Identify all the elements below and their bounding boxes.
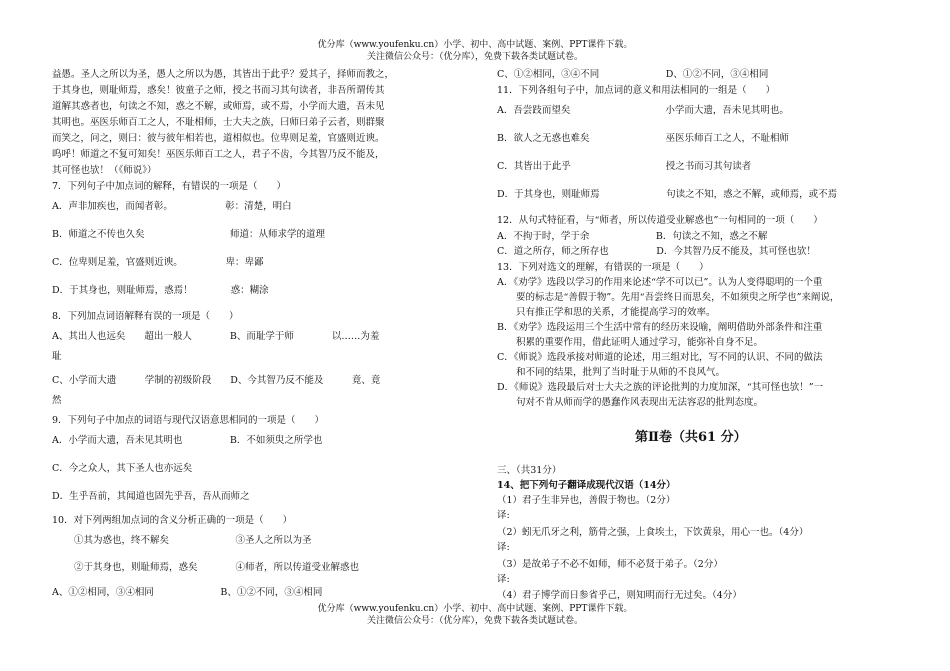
q10-option-ab: A、①②相同，③④相同 B、①②不同，③④相同: [52, 587, 323, 598]
q13-option-d: D．《师说》选段最后对士大夫之族的评论批判的力度加深，“其可怪也欤！”一: [497, 382, 824, 393]
passage-source: 其可怪也欤！（《师说》）: [52, 165, 157, 176]
footer-line1: 优分库（www.youfenku.cn）小学、初中、高中试题、案例、PPT课件下载。: [317, 604, 633, 614]
q14-item-3: （3）是故弟子不必不如师，师不必贤于弟子。（2分）: [497, 559, 723, 570]
header-line2: 关注微信公众号：（优分库），免费下载各类试题试卷。: [366, 52, 583, 62]
footer-line2: 关注微信公众号：（优分库），免费下载各类试题试卷。: [366, 616, 583, 626]
page-header: [0, 39, 950, 63]
q12-option-ab: A．不拘于时，学于余 B．句读之不知，惑之不解: [497, 231, 768, 242]
question-7: 7．下列句子中加点词的解释，有错误的一项是（ ）: [52, 181, 287, 192]
q13-option-a: A．《劝学》选段以学习的作用来论述“学不可以已”。认为人变得聪明的一个重: [497, 277, 823, 288]
q9-option-ab: A．小学而大遗，吾未见其明也 B．不如须臾之所学也: [52, 435, 323, 446]
question-11: 11．下列各组句子中，加点词的意义和用法相同的一组是（ ）: [497, 85, 776, 96]
q14-item-2: （2）蚓无爪牙之利，筋骨之强，上食埃土，下饮黄泉，用心一也。（4分）: [497, 527, 809, 538]
passage-line: 于其身也，则耻师焉，惑矣！彼童子之师，授之书而习其句读者，非吾所谓传其: [52, 85, 385, 96]
q14-translate-label: 译:: [497, 510, 510, 521]
q14-item-4: （4）君子博学而日参省乎己，则知明而行无过矣。（4分）: [497, 590, 742, 601]
q7-option-d: D．于其身也，则耻师焉，惑焉！ 惑：糊涂: [52, 285, 269, 296]
q10-group-1: ①其为惑也，终不解矣 ③圣人之所以为圣: [74, 535, 312, 546]
q11-option-c: C．其皆出于此乎 授之书而习其句读者: [497, 161, 752, 172]
q8-option-cd: C、小学而大遗 学制的初级阶段 D、今其智乃反不能及 竟、竟: [52, 375, 381, 386]
q10-option-cd: C、①②相同，③④不同 D、①②不同，③④相同: [497, 69, 769, 80]
q14-item-1: （1）君子生非异也，善假于物也。（2分）: [497, 495, 676, 506]
q8-option-ab-wrap: 耻: [52, 351, 62, 362]
q13-option-c: C．《师说》选段承接对师道的论述，用三组对比，写不同的认识、不同的做法: [497, 352, 823, 363]
q9-option-d: D．生乎吾前，其闻道也固先乎吾，吾从而师之: [52, 491, 250, 502]
passage-line: 益愚。圣人之所以为圣，愚人之所以为愚，其皆出于此乎？爱其子，择师而教之，: [52, 69, 395, 80]
q7-option-a: A．声非加疾也，而闻者彰。 彰：清楚，明白: [52, 201, 292, 212]
question-13: 13．下列对选文的理解，有错误的一项是（ ）: [497, 262, 709, 273]
q13-option-b: B．《劝学》选段运用三个生活中常有的经历来设喻，阐明借助外部条件和注重: [497, 322, 823, 333]
q13-option-c-cont: 和不同的结果，批判了当时耻于从师的不良风气。: [497, 367, 726, 378]
section-3-heading: 三、（共31分）: [497, 465, 562, 476]
q13-option-a-cont: 只有推正学和思的关系，才能提高学习的效率。: [497, 307, 716, 318]
q10-group-2: ②于其身也，则耻师焉，惑矣 ④师者，所以传道受业解惑也: [74, 562, 360, 573]
q7-option-b: B．师道之不传也久矣 师道：从师求学的道理: [52, 229, 325, 240]
q8-option-ab: A、其出人也远矣 超出一般人 B、而耻学于师 以……为羞: [52, 331, 380, 342]
q12-option-cd: C．道之所存，师之所存也 D．今其智乃反不能及，其可怪也欤！: [497, 246, 816, 257]
section-2-title: 第Ⅱ卷（共61 分）: [635, 430, 747, 445]
q14-translate-label: 译:: [497, 542, 510, 553]
passage-line: 道解其惑者也，句读之不知，惑之不解，或师焉，或不焉，小学而大遗，吾未见: [52, 101, 385, 112]
q7-option-c: C．位卑则足羞，官盛则近谀。 卑：卑鄙: [52, 257, 264, 268]
q13-option-a-cont: 要的标志是“善假于物”。先用“吾尝终日而思矣，不如须臾之所学也”来阐说，: [497, 292, 840, 303]
q11-option-b: B．欲人之无惑也难矣 巫医乐师百工之人，不耻相师: [497, 133, 789, 144]
page-footer: [0, 603, 950, 627]
q13-option-d-cont: 句对不肯从师而学的愚蠢作风表现出无法容忍的批判态度。: [497, 397, 764, 408]
q9-option-c: C．今之众人，其下圣人也亦远矣: [52, 463, 193, 474]
question-12: 12．从句式特征看，与“师者，所以传道受业解惑也”一句相同的一项（ ）: [497, 215, 823, 226]
question-9: 9．下列句子中加点的词语与现代汉语意思相同的一项是（ ）: [52, 415, 325, 426]
q13-option-b-cont: 积累的重要作用，借此证明人通过学习，能弥补自身不足。: [497, 337, 764, 348]
question-8: 8．下列加点词语解释有误的一项是（ ）: [52, 311, 239, 322]
question-10: 10．对下列两组加点词的含义分析正确的一项是（ ）: [52, 515, 293, 526]
passage-line: 呜呼！师道之不复可知矣！巫医乐师百工之人，君子不齿，今其智乃反不能及，: [52, 149, 385, 160]
q11-option-d: D．于其身也，则耻师焉 句读之不知，惑之不解，或师焉，或不焉: [497, 189, 838, 200]
header-line1: 优分库（www.youfenku.cn）小学、初中、高中试题、案例、PPT课件下载。: [317, 40, 633, 50]
q11-option-a: A．吾尝跂而望矣 小学而大遗，吾未见其明也。: [497, 105, 789, 116]
passage-line: 其明也。巫医乐师百工之人，不耻相师，士大夫之族，曰师曰弟子云者，则群聚: [52, 117, 385, 128]
question-14: 14、把下列句子翻译成现代汉语（14分）: [497, 480, 676, 491]
q8-option-cd-wrap: 然: [52, 395, 62, 406]
q14-translate-label: 译:: [497, 574, 510, 585]
passage-line: 而笑之，问之，则曰：彼与彼年相若也，道相似也。位卑则足羞，官盛则近谀。: [52, 133, 385, 144]
